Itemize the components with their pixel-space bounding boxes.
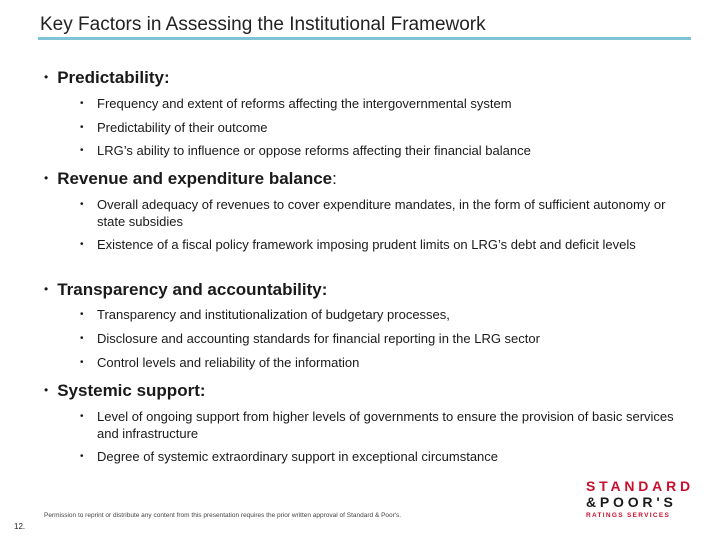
section-heading-predictability: • Predictability: bbox=[44, 68, 170, 87]
section-heading-transparency: • Transparency and accountability: bbox=[44, 280, 328, 299]
list-item: • LRG’s ability to influence or oppose reforms affecting their financial balance bbox=[80, 143, 531, 158]
page-number: 12. bbox=[14, 522, 26, 531]
title-underline bbox=[38, 37, 691, 40]
bullet-dot: • bbox=[44, 70, 49, 84]
list-item: • Level of ongoing support from higher levels of governments to ensure the provision of basic services and infrastructure bbox=[80, 409, 674, 441]
logo-line-ratings-services: RATINGS SERVICES bbox=[586, 512, 671, 519]
list-item: • Predictability of their outcome bbox=[80, 120, 268, 135]
list-item: • Transparency and institutionalization of budgetary processes, bbox=[80, 307, 450, 322]
bullet-dot: • bbox=[44, 383, 49, 397]
section-heading-systemic-support: • Systemic support: bbox=[44, 381, 206, 400]
list-item: • Control levels and reliability of the information bbox=[80, 355, 360, 370]
section-heading-revenue-expenditure: • Revenue and expenditure balance: bbox=[44, 169, 337, 188]
permission-note: Permission to reprint or distribute any content from this presentation requires the prior written approval of Standard & Poor's. bbox=[44, 512, 402, 519]
list-item: • Overall adequacy of revenues to cover expenditure mandates, in the form of sufficient autonomy or state subsidies bbox=[80, 197, 666, 229]
bullet-dot: • bbox=[44, 171, 49, 185]
list-item: • Frequency and extent of reforms affecting the intergovernmental system bbox=[80, 96, 512, 111]
list-item: • Existence of a fiscal policy framework imposing prudent limits on LRG’s debt and deficit levels bbox=[80, 237, 636, 252]
logo-line-poors: &POOR'S bbox=[586, 494, 677, 510]
logo-line-standard: STANDARD bbox=[586, 478, 694, 494]
list-item: • Disclosure and accounting standards for financial reporting in the LRG sector bbox=[80, 331, 540, 346]
standard-and-poors-logo bbox=[586, 478, 701, 524]
bullet-dot: • bbox=[44, 282, 49, 296]
slide-title: Key Factors in Assessing the Institutional Framework bbox=[40, 14, 486, 35]
list-item: • Degree of systemic extraordinary support in exceptional circumstance bbox=[80, 449, 499, 464]
